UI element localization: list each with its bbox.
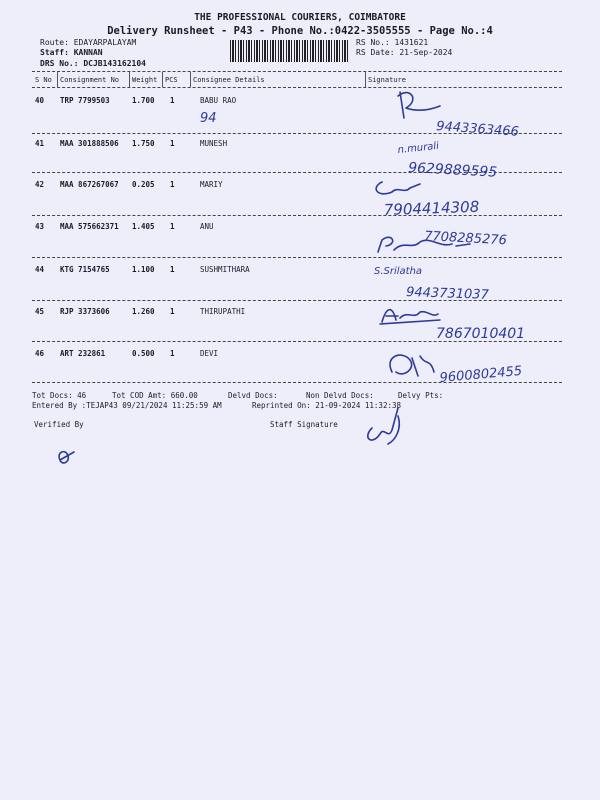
- col-header-pcs: PCS: [165, 76, 178, 84]
- handwritten-phone: 7708285276: [423, 229, 508, 249]
- delvy-pts: Delvy Pts:: [398, 391, 444, 400]
- signature-40: [398, 92, 440, 118]
- row-weight: 1.260: [132, 307, 155, 316]
- row-pcs: 1: [170, 96, 175, 105]
- row-weight: 1.700: [132, 96, 155, 105]
- company-title: THE PROFESSIONAL COURIERS, COIMBATORE: [194, 12, 406, 23]
- runsheet-title: Delivery Runsheet - P43 - Phone No.:0422-3505555 - Page No.:4: [107, 25, 493, 37]
- non-delvd-docs: Non Delvd Docs:: [306, 391, 374, 400]
- tot-cod-amt: Tot COD Amt: 660.00: [112, 391, 198, 400]
- row-consignment: MAA 867267067: [60, 180, 119, 189]
- handwritten-note: 94: [200, 111, 217, 126]
- col-header-weight: Weight: [132, 76, 158, 84]
- row-weight: 1.100: [132, 265, 155, 274]
- row-consignee: SUSHMITHARA: [200, 265, 250, 274]
- entered-by: Entered By :TEJAP43 09/21/2024 11:25:59 AM: [32, 401, 222, 410]
- verified-by-label: Verified By: [34, 420, 84, 429]
- row-sno: 42: [35, 180, 45, 189]
- handwritten-phone: 7904414308: [383, 197, 480, 219]
- col-header-consignee: Consignee Details: [193, 76, 265, 84]
- row-weight: 1.405: [132, 222, 155, 231]
- row-pcs: 1: [170, 139, 175, 148]
- row-consignment: MAA 301888506: [60, 139, 119, 148]
- row-consignee: MARIY: [200, 180, 223, 189]
- row-sno: 44: [35, 265, 45, 274]
- row-consignee: DEVI: [200, 349, 219, 358]
- row-weight: 1.750: [132, 139, 155, 148]
- staff-signature-mark: [368, 408, 399, 444]
- row-sno: 43: [35, 222, 45, 231]
- row-consignment: RJP 3373606: [60, 307, 110, 316]
- handwritten-phone: 9443363466: [435, 119, 520, 140]
- row-consignment: TRP 7799503: [60, 96, 110, 105]
- col-header-consignment: Consignment No: [60, 76, 120, 84]
- rs-number: RS No.: 1431621: [356, 38, 429, 47]
- verified-mark: [59, 452, 74, 463]
- row-weight: 0.205: [132, 180, 155, 189]
- row-consignee: BABU RAO: [200, 96, 237, 105]
- route-label: Route: EDAYARPALAYAM: [40, 38, 137, 47]
- handwritten-phone: 9443731037: [405, 285, 490, 303]
- row-pcs: 1: [170, 180, 175, 189]
- row-consignee: ANU: [200, 222, 214, 231]
- signature-42: [376, 182, 420, 194]
- row-consignee: THIRUPATHI: [200, 307, 246, 316]
- signature-45: [380, 310, 440, 324]
- handwritten-name: S.Srilatha: [374, 266, 423, 277]
- row-sno: 40: [35, 96, 45, 105]
- signature-46: [390, 355, 434, 376]
- row-pcs: 1: [170, 307, 175, 316]
- row-sno: 46: [35, 349, 45, 358]
- row-consignment: KTG 7154765: [60, 265, 110, 274]
- handwritten-phone: 9600802455: [439, 363, 523, 386]
- drs-number: DRS No.: DCJB143162104: [40, 59, 146, 68]
- row-sno: 45: [35, 307, 45, 316]
- staff-signature-label: Staff Signature: [270, 420, 338, 429]
- row-consignment: ART 232861: [60, 349, 106, 358]
- row-pcs: 1: [170, 349, 175, 358]
- reprinted-on: Reprinted On: 21-09-2024 11:32:38: [252, 401, 402, 410]
- row-consignment: MAA 575662371: [60, 222, 119, 231]
- handwritten-phone: 9629889595: [407, 160, 498, 181]
- delvd-docs: Delvd Docs:: [228, 391, 278, 400]
- col-header-sno: S No: [35, 76, 52, 84]
- handwritten-phone: 7867010401: [436, 326, 526, 342]
- row-sno: 41: [35, 139, 45, 148]
- col-header-signature: Signature: [368, 76, 406, 84]
- row-weight: 0.500: [132, 349, 155, 358]
- rs-date: RS Date: 21-Sep-2024: [356, 48, 453, 57]
- row-consignee: MUNESH: [200, 139, 228, 148]
- row-pcs: 1: [170, 222, 175, 231]
- staff-label: Staff: KANNAN: [40, 48, 103, 57]
- handwritten-name: n.murali: [397, 140, 440, 156]
- tot-docs: Tot Docs: 46: [32, 391, 87, 400]
- row-pcs: 1: [170, 265, 175, 274]
